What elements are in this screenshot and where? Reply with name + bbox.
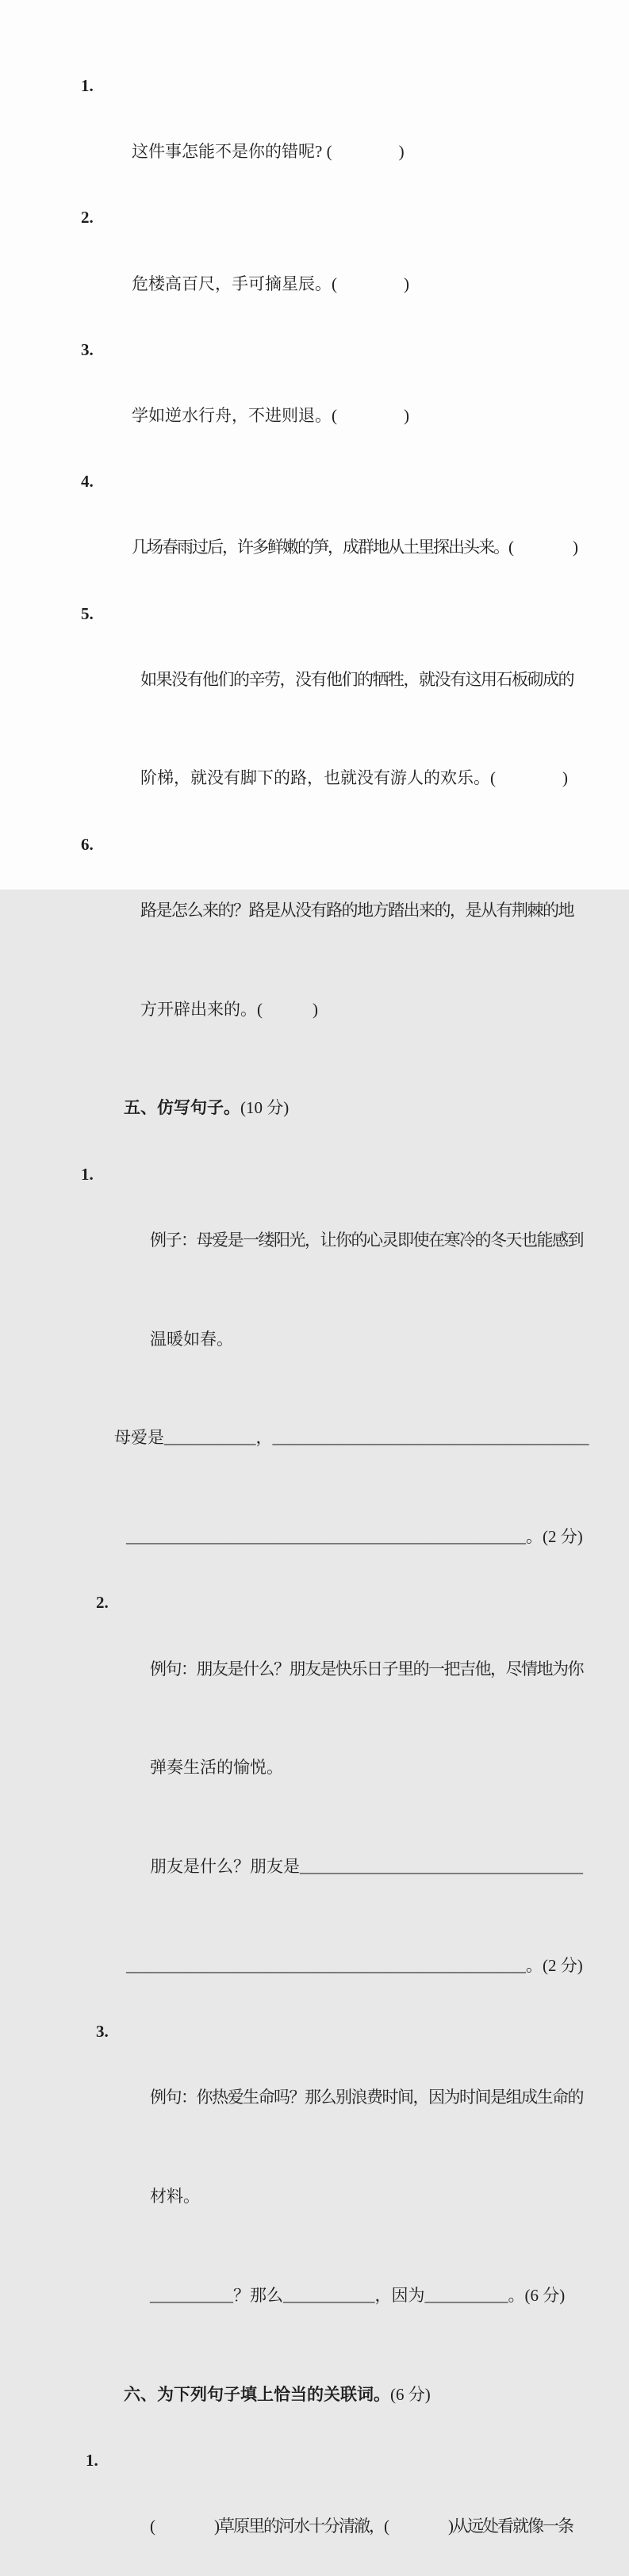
imitate-item-2-answer-line-2 <box>0 1916 629 2015</box>
imitate-item-3-example-wrap <box>0 2147 629 2246</box>
item-number: 4. <box>81 472 94 492</box>
imitate-item-3-example-line-1: 例句：你热爱生命吗？那么别浪费时间，因为时间是组成生命的 <box>150 2088 583 2107</box>
imitate-item-2 <box>0 1587 629 1718</box>
imitate-item-2-answer-line-1 <box>0 1817 629 1916</box>
imitate-item-1-answer-line-2 <box>0 1488 629 1587</box>
fill-in-blank-line: 朋友是什么？朋友是__________________________________ <box>150 1857 583 1877</box>
judgment-item-3 <box>0 334 629 465</box>
imitate-item-1 <box>0 1158 629 1290</box>
judgment-item-4-text: 几场春雨过后，许多鲜嫩的笋，成群地从土里探出头来。( ) <box>132 538 577 557</box>
item-number: 2. <box>96 1593 109 1613</box>
imitate-item-2-example-line-2: 弹奏生活的愉悦。 <box>150 1758 283 1778</box>
judgment-item-6-text-line-1: 路是怎么来的？路是从没有路的地方踏出来的，是从有荆棘的地 <box>140 900 573 920</box>
fill-in-blank-line: __________？那么___________，因为__________。(6 分) <box>150 2285 566 2305</box>
judgment-section <box>0 70 629 1059</box>
imitate-item-3-example-line-2: 材料。 <box>150 2187 200 2206</box>
item-number: 3. <box>81 339 94 359</box>
item-number: 1. <box>81 76 94 95</box>
judgment-item-6 <box>0 829 629 960</box>
judgment-item-1 <box>0 70 629 201</box>
imitate-item-3-answer-line <box>0 2246 629 2345</box>
section-five <box>0 1059 629 2345</box>
item-number: 6. <box>81 834 94 854</box>
judgment-item-6-text-line-2: 方开辟出来的。( ) <box>140 999 318 1019</box>
imitate-item-1-example-line-1: 例子：母爱是一缕阳光，让你的心灵即使在寒冷的冬天也能感到 <box>150 1230 583 1250</box>
conjunction-item-1-text: ( )草原里的河水十分清澈，( )从远处看就像一条 <box>150 2516 573 2536</box>
section-six-score: (6 分) <box>390 2384 431 2404</box>
fill-in-blank-line: ________________________________________________。(2 分) <box>126 1955 583 1975</box>
imitate-item-3 <box>0 2015 629 2147</box>
imitate-item-1-answer-line-1 <box>0 1389 629 1488</box>
judgment-item-5-text-line-1: 如果没有他们的辛劳，没有他们的牺牲，就没有这用石板砌成的 <box>140 669 573 689</box>
fill-in-blank-line: 母爱是___________，______________________________________ <box>114 1428 589 1448</box>
imitate-item-2-example-line-1: 例句：朋友是什么？朋友是快乐日子里的一把吉他，尽情地为你 <box>150 1659 583 1678</box>
item-number: 1. <box>81 1164 94 1184</box>
judgment-item-3-text: 学如逆水行舟，不进则退。( ) <box>132 405 409 425</box>
fill-in-blank-line: ________________________________________________。(2 分) <box>126 1527 583 1547</box>
imitate-item-2-example-wrap <box>0 1719 629 1818</box>
section-five-heading <box>0 1059 629 1158</box>
section-six-heading <box>0 2345 629 2444</box>
judgment-item-2-text: 危楼高百尺，手可摘星辰。( ) <box>132 274 409 293</box>
judgment-item-6-wrap <box>0 960 629 1059</box>
section-five-score: (10 分) <box>240 1098 290 1118</box>
imitate-item-1-example-line-2: 温暖如春。 <box>150 1329 233 1349</box>
judgment-item-1-text: 这件事怎能不是你的错呢? ( ) <box>132 142 405 162</box>
item-number: 1. <box>86 2450 98 2470</box>
judgment-item-2 <box>0 201 629 333</box>
imitate-item-1-example-wrap <box>0 1290 629 1389</box>
item-number: 5. <box>81 603 94 623</box>
item-number: 3. <box>96 2022 109 2042</box>
judgment-item-4 <box>0 465 629 597</box>
section-five-title: 五、仿写句子。 <box>124 1099 240 1118</box>
judgment-item-5-wrap <box>0 729 629 829</box>
judgment-item-5 <box>0 598 629 729</box>
conjunction-item-1 <box>0 2444 629 2576</box>
section-six <box>0 2345 629 2576</box>
section-six-title: 六、为下列句子填上恰当的关联词。 <box>124 2385 390 2404</box>
item-number: 2. <box>81 208 94 228</box>
judgment-item-5-text-line-2: 阶梯，就没有脚下的路，也就没有游人的欢乐。( ) <box>140 768 568 788</box>
